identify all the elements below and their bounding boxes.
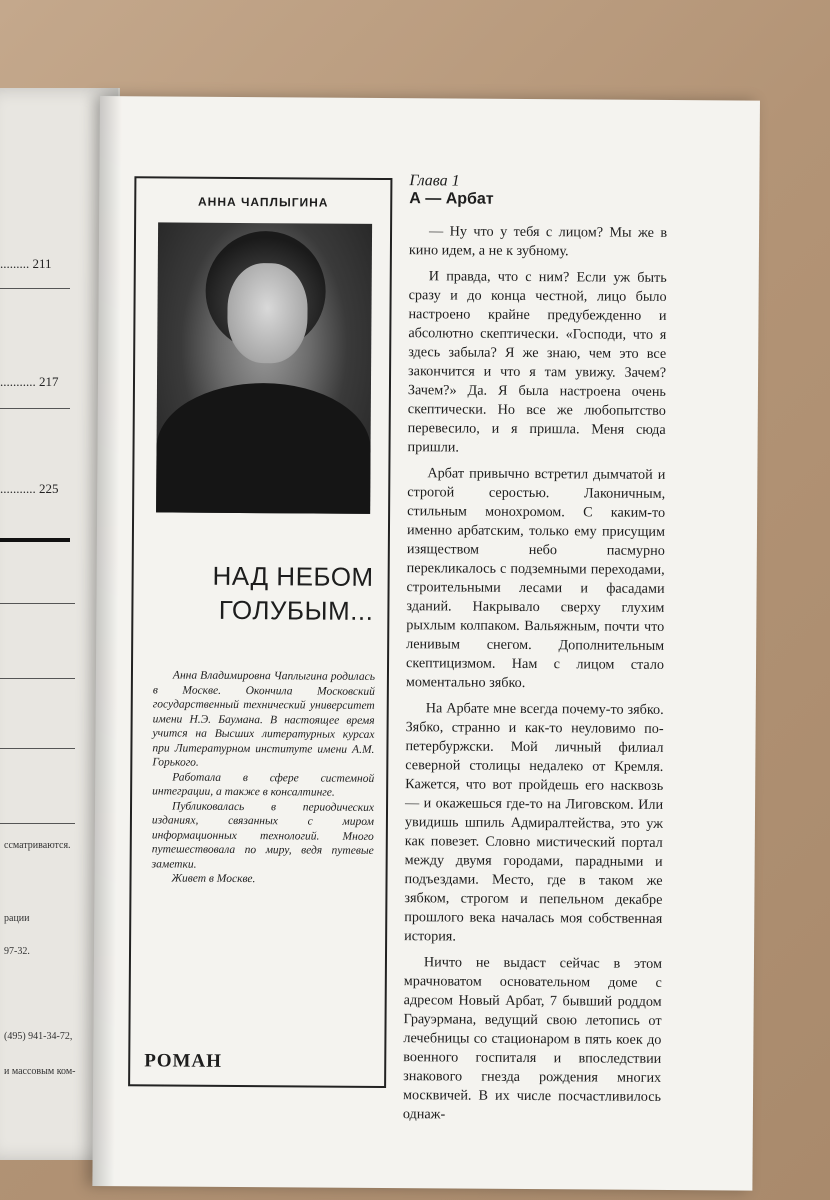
author-photo: [156, 222, 372, 513]
body-paragraph: Арбат привычно встретил дымчатой и строгой серостью. Лаконичным, стильным монохромом. С каким-то именно арбатским, только ему присущим изяществом небо пасмурно перекликалось с подземными переходами, строительными лесами и фасадами зданий. Накрывало сверху глухим рыхлым колпаком. Вальяжным, почти что ленивым снегом. Дополнительным скептицизмом. Нам с лицом стало моментально зябко.: [405, 465, 666, 691]
toc-entry: ......... 211: [0, 256, 52, 271]
toc-entry: ........... 217: [0, 374, 59, 389]
text-fragment: и массовым ком-: [4, 1066, 76, 1077]
bio-paragraph: Публиковалась в периодических изданиях, связанных с миром информационных технологий. Много путешествовала по миру, ведя путевые заметки.: [151, 800, 375, 871]
photo-shirt: [156, 382, 371, 513]
toc-entry: ........... 225: [0, 481, 59, 496]
body-paragraph: — Ну что у тебя с лицом? Мы же в кино идем, а не к зубному.: [408, 223, 668, 260]
author-name: АННА ЧАПЛЫГИНА: [197, 194, 329, 210]
body-paragraph: На Арбате мне всегда почему-то зябко. Зябко, странно и как-то неуловимо по-петербуржски. Мой личный филиал северной столицы недалеко от Кремля. Кажется, что вот пройдешь его насквозь — и окажешься где-то на Лиговском. Или увидишь шпиль Адмиралтейства, это уж как повезет. Словно мистический портал между двумя городами, парадными и подъездами. Место, где в таком же зябком, строгом и пепельном декабре прошлого века началась моя собственная история.: [404, 700, 664, 945]
divider: [0, 408, 70, 409]
chapter-label: Глава 1: [409, 172, 460, 190]
body-paragraph: Ничто не выдаст сейчас в этом мрачноватом основательном доме с адресом Новый Арбат, 7 бывший роддом Грауэрмана, ведущий свою летопись от лечебницы со стационаром в пять коек до военного госпиталя и впоследствии знакового гнезда рождения многих москвичей. В их числе посчастливилось однаж-: [402, 954, 663, 1123]
text-fragment: 97-32.: [4, 946, 30, 957]
author-box: [128, 176, 392, 1088]
photo-face: [227, 263, 308, 364]
divider: [0, 823, 75, 824]
genre-label: РОМАН: [144, 1050, 223, 1072]
text-fragment: ссматриваются.: [4, 840, 71, 851]
bio-paragraph: Анна Владимировна Чаплыгина родилась в Москве. Окончила Московский государственный технический университет имени Н.Э. Баумана. В настоящее время учится на Высших литературных курсах при Литературном институте имени А.М. Горького.: [152, 669, 375, 769]
text-fragment: рации: [4, 913, 30, 924]
bio-paragraph: Живет в Москве.: [171, 872, 256, 886]
book-title: НАД НЕБОМ ГОЛУБЫМ...: [212, 560, 374, 626]
divider: [0, 288, 70, 289]
divider: [0, 748, 75, 749]
body-paragraph: И правда, что с ним? Если уж быть сразу и до конца честной, лицо было настроено крайне предубежденно и абсолютно скептически. «Господи, что я здесь забыла? Я же знаю, чем это все закончится и что я там увижу. Зачем? Зачем?» Да. Я была настроена очень скептически. Но все же любопытство перевесило, и я пришла. Меня сюда пришли.: [407, 268, 667, 456]
text-fragment: (495) 941-34-72,: [4, 1031, 73, 1042]
bio-paragraph: Работала в сфере системной интеграции, а также в консалтинге.: [152, 771, 375, 799]
thick-divider: [0, 538, 70, 542]
divider: [0, 678, 75, 679]
divider: [0, 603, 75, 604]
author-bio: [151, 668, 375, 887]
chapter-title: А — Арбат: [409, 190, 494, 208]
right-page: [92, 96, 760, 1191]
chapter-body: [403, 222, 667, 1133]
